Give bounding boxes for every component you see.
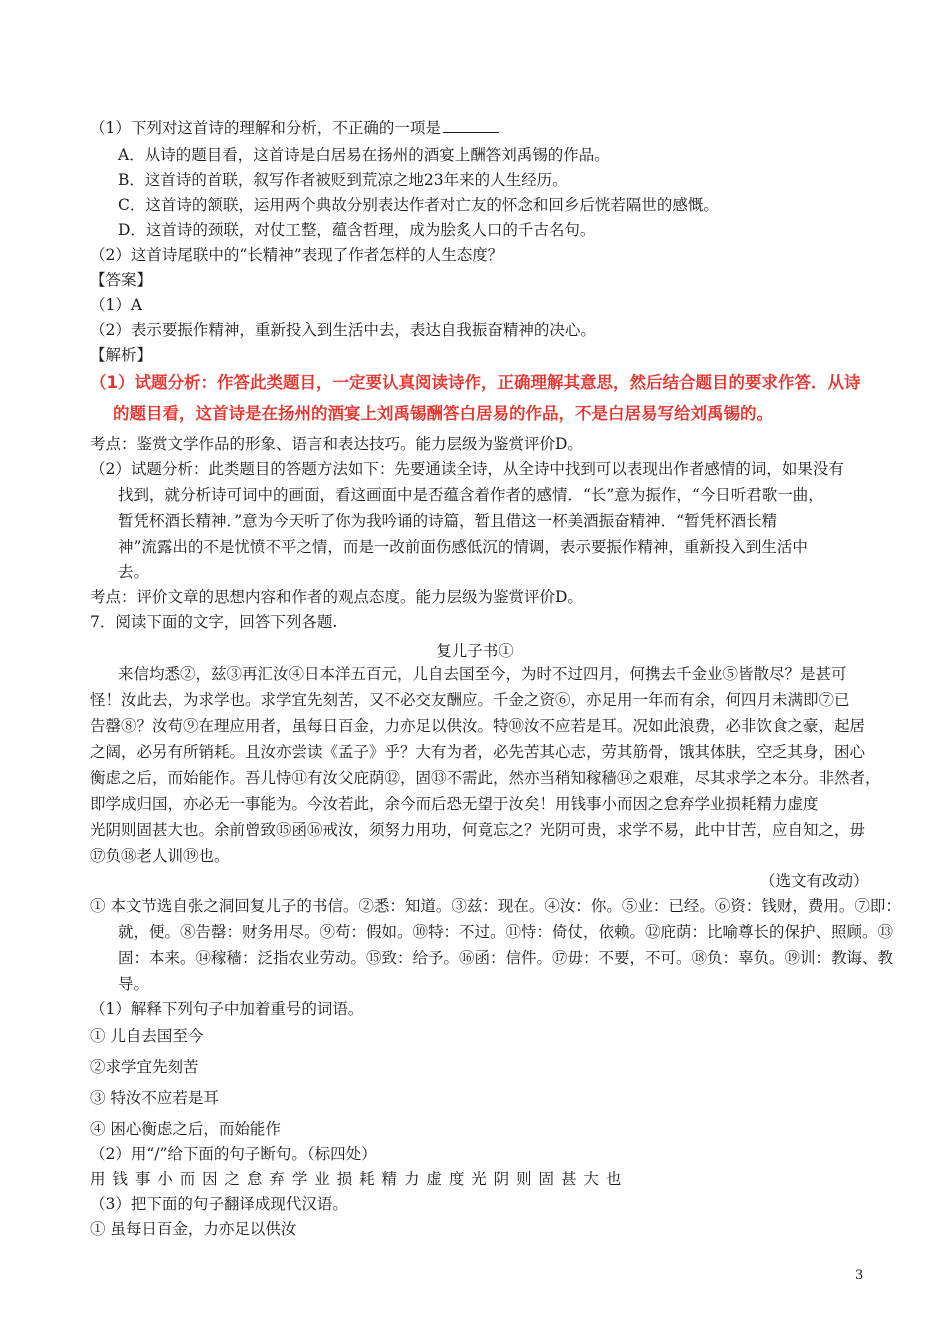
option-c: C．这首诗的颔联，运用两个典故分别表达作者对亡友的怀念和回乡后恍若隔世的感慨。 bbox=[118, 196, 719, 214]
question-1: （1）下列对这首诗的理解和分析，不正确的一项是 bbox=[90, 118, 499, 138]
answer-heading: 【答案】 bbox=[90, 271, 153, 289]
kaodian-2: 考点：评价文章的思想内容和作者的观点态度。能力层级为鉴赏评价D。 bbox=[90, 588, 583, 606]
analysis-heading: 【解析】 bbox=[90, 346, 153, 364]
answer-2: （2）表示要振作精神，重新投入到生活中去，表达自我振奋精神的决心。 bbox=[90, 321, 596, 339]
page-number: 3 bbox=[855, 1268, 864, 1283]
analysis-2-line-4: 神”流露出的不是忧愤不平之情，而是一改前面伤感低沉的情调，表示要振作精神，重新投入到生活中 bbox=[118, 538, 808, 556]
notes-line-2: 就，便。⑧告罄：财务用尽。⑨苟：假如。⑩特：不过。⑪恃：倚仗，依赖。⑫庇荫：比喻尊长的保护、照顾。⑬ bbox=[118, 923, 894, 941]
analysis-1-line-1: （1）试题分析：作答此类题目，一定要认真阅读诗作，正确理解其意思，然后结合题目的要求作答．从诗 bbox=[90, 373, 861, 392]
question-7: 7．阅读下面的文字，回答下列各题. bbox=[90, 613, 338, 631]
passage-line-3: 告罄⑧？汝苟⑨在理应用者，虽每日百金，力亦足以供汝。特⑩汝不应若是耳。况如此浪费，必非饮食之豪，起居 bbox=[90, 717, 866, 735]
sub1-item-3: ③ 特汝不应若是耳 bbox=[90, 1089, 219, 1107]
notes-line-1: ① 本文节选自张之洞回复儿子的书信。②悉：知道。③兹：现在。④汝：你。⑤业：已经。⑥资：钱财，费用。⑦即： bbox=[90, 897, 901, 915]
sub1-item-2: ②求学宜先刻苦 bbox=[90, 1058, 199, 1076]
analysis-1-line-2: 的题目看，这首诗是在扬州的酒宴上刘禹锡酬答白居易的作品，不是白居易写给刘禹锡的。 bbox=[113, 404, 773, 423]
sub-question-2: （2）用“/”给下面的句子断句。（标四处） bbox=[90, 1145, 377, 1163]
answer-blank bbox=[443, 118, 499, 133]
sub-question-1: （1）解释下列句子中加着重号的词语。 bbox=[90, 1000, 364, 1018]
analysis-2-line-5: 去。 bbox=[118, 563, 150, 581]
passage-line-8: ⑰负⑱老人训⑲也。 bbox=[90, 847, 230, 865]
analysis-2-line-1: （2）试题分析：此类题目的答题方法如下：先要通读全诗，从全诗中找到可以表现出作者感情的词，如果没有 bbox=[90, 460, 844, 478]
question-2: （2）这首诗尾联中的“长精神”表现了作者怎样的人生态度？ bbox=[90, 246, 504, 264]
passage-line-7: 光阴则固甚大也。余前曾致⑮函⑯戒汝，须努力用功，何竟忘之？光阴可贵，求学不易，此中甘苦，应自知之，毋 bbox=[90, 821, 866, 839]
sub2-sentence: 用 钱 事 小 而 因 之 怠 弃 学 业 损 耗 精 力 虚 度 光 阴 则 固 甚 大 也 bbox=[90, 1170, 622, 1188]
option-b: B．这首诗的首联，叙写作者被贬到荒凉之地23年来的人生经历。 bbox=[118, 171, 568, 189]
sub1-item-1: ① 儿自去国至今 bbox=[90, 1027, 204, 1045]
sub3-item-1: ① 虽每日百金，力亦足以供汝 bbox=[90, 1220, 297, 1238]
notes-line-3: 固：本来。⑭稼穑：泛指农业劳动。⑮致：给予。⑯函：信件。⑰毋：不要，不可。⑱负：辜负。⑲训：教诲、教 bbox=[118, 949, 894, 967]
passage-line-5: 衡虑之后，而始能作。吾儿恃⑪有汝父庇荫⑫，固⑬不需此，然亦当稍知稼穑⑭之艰难，尽其求学之本分。非然者， bbox=[90, 769, 881, 787]
passage-line-1: 来信均悉②，兹③再汇汝④日本洋五百元，儿自去国至今，为时不过四月，何携去千金业⑤皆散尽？是甚可 bbox=[118, 665, 847, 683]
passage-line-2: 怪！汝此去，为求学也。求学宜先刻苦，又不必交友酬应。千金之资⑥，亦足用一年而有余，何四月未满即⑦已 bbox=[90, 691, 850, 709]
passage-title: 复儿子书① bbox=[436, 642, 514, 660]
sub-question-3: （3）把下面的句子翻译成现代汉语。 bbox=[90, 1195, 348, 1213]
passage-line-4: 之阔，必另有所销耗。且汝亦尝读《孟子》乎？大有为者，必先苦其心志，劳其筋骨，饿其体肤，空乏其身，困心 bbox=[90, 743, 866, 761]
option-d: D．这首诗的颈联，对仗工整，蕴含哲理，成为脍炙人口的千古名句。 bbox=[118, 221, 596, 239]
source-note: （选文有改动） bbox=[760, 872, 869, 890]
notes-line-4: 导。 bbox=[118, 975, 150, 993]
option-a: A．从诗的题目看，这首诗是白居易在扬州的酒宴上酬答刘禹锡的作品。 bbox=[118, 146, 610, 164]
passage-line-6: 即学成归国，亦必无一事能为。今汝若此，余今而后恐无望于汝矣！用钱事小而因之怠弃学业损耗精力虚度 bbox=[90, 795, 819, 813]
sub1-item-4: ④ 困心衡虑之后，而始能作 bbox=[90, 1120, 281, 1138]
answer-1: （1）A bbox=[90, 296, 143, 314]
analysis-2-line-3: 暂凭杯酒长精神．”意为今天听了你为我吟诵的诗篇，暂且借这一杯美酒振奋精神．“暂凭杯酒长精 bbox=[118, 512, 778, 530]
analysis-2-line-2: 找到，就分析诗可词中的画面，看这画面中是否蕴含着作者的感情．“长”意为振作，“今日听君歌一曲， bbox=[118, 486, 824, 504]
kaodian-1: 考点：鉴赏文学作品的形象、语言和表达技巧。能力层级为鉴赏评价D。 bbox=[90, 435, 583, 453]
